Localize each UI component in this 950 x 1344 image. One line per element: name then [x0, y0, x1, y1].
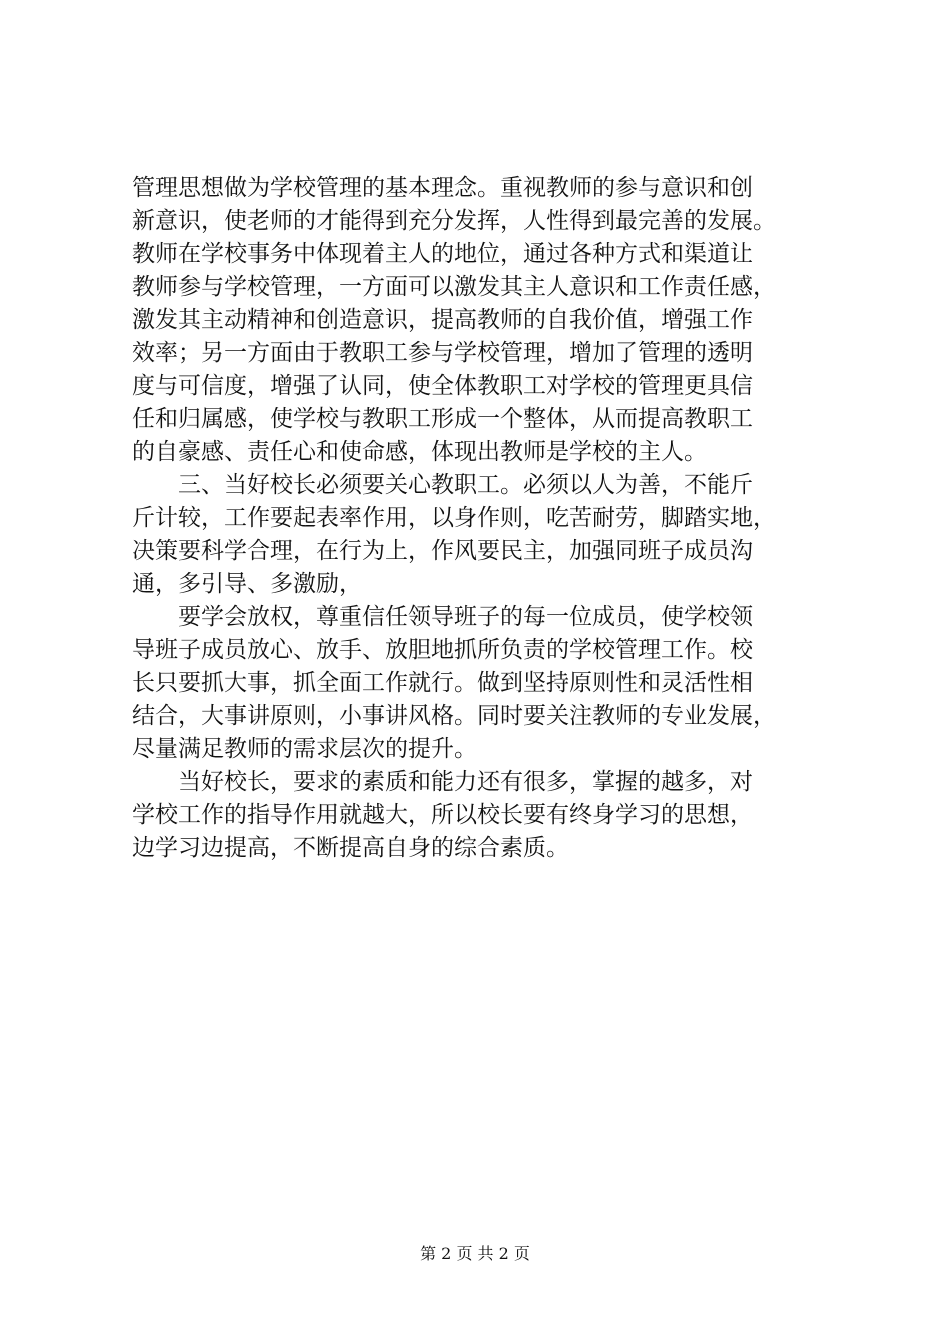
- text-line: 斤计较，工作要起表率作用，以身作则，吃苦耐劳，脚踏实地，: [132, 505, 776, 531]
- text-line: 任和归属感，使学校与教职工形成一个整体，从而提高教职工: [132, 406, 753, 432]
- text-line: 学校工作的指导作用就越大，所以校长要有终身学习的思想，: [132, 802, 753, 828]
- text-line: 当好校长，要求的素质和能力还有很多，掌握的越多，对: [132, 769, 753, 795]
- text-line: 激发其主动精神和创造意识，提高教师的自我价值，增强工作: [132, 307, 753, 333]
- text-line: 要学会放权，尊重信任领导班子的每一位成员，使学校领: [132, 604, 753, 630]
- text-line: 通，多引导、多激励，: [132, 571, 362, 597]
- page-number-footer: 第 2 页 共 2 页: [420, 1244, 530, 1263]
- text-line: 尽量满足教师的需求层次的提升。: [132, 736, 477, 762]
- text-line: 结合，大事讲原则，小事讲风格。同时要关注教师的专业发展，: [132, 703, 776, 729]
- text-line: 效率；另一方面由于教职工参与学校管理，增加了管理的透明: [132, 340, 753, 366]
- text-line: 教师参与学校管理，一方面可以激发其主人意识和工作责任感，: [132, 274, 776, 300]
- text-line: 导班子成员放心、放手、放胆地抓所负责的学校管理工作。校: [132, 637, 753, 663]
- body-text: [132, 172, 832, 865]
- text-line: 管理思想做为学校管理的基本理念。重视教师的参与意识和创: [132, 175, 753, 201]
- text-line: 新意识，使老师的才能得到充分发挥，人性得到最完善的发展。: [132, 208, 776, 234]
- text-line: 教师在学校事务中体现着主人的地位，通过各种方式和渠道让: [132, 241, 753, 267]
- text-line: 三、当好校长必须要关心教职工。必须以人为善，不能斤: [132, 472, 753, 498]
- text-line: 决策要科学合理，在行为上，作风要民主，加强同班子成员沟: [132, 538, 753, 564]
- text-line: 的自豪感、责任心和使命感，体现出教师是学校的主人。: [132, 439, 707, 465]
- text-line: 长只要抓大事，抓全面工作就行。做到坚持原则性和灵活性相: [132, 670, 753, 696]
- text-line: 度与可信度，增强了认同，使全体教职工对学校的管理更具信: [132, 373, 753, 399]
- text-line: 边学习边提高，不断提高自身的综合素质。: [132, 835, 569, 861]
